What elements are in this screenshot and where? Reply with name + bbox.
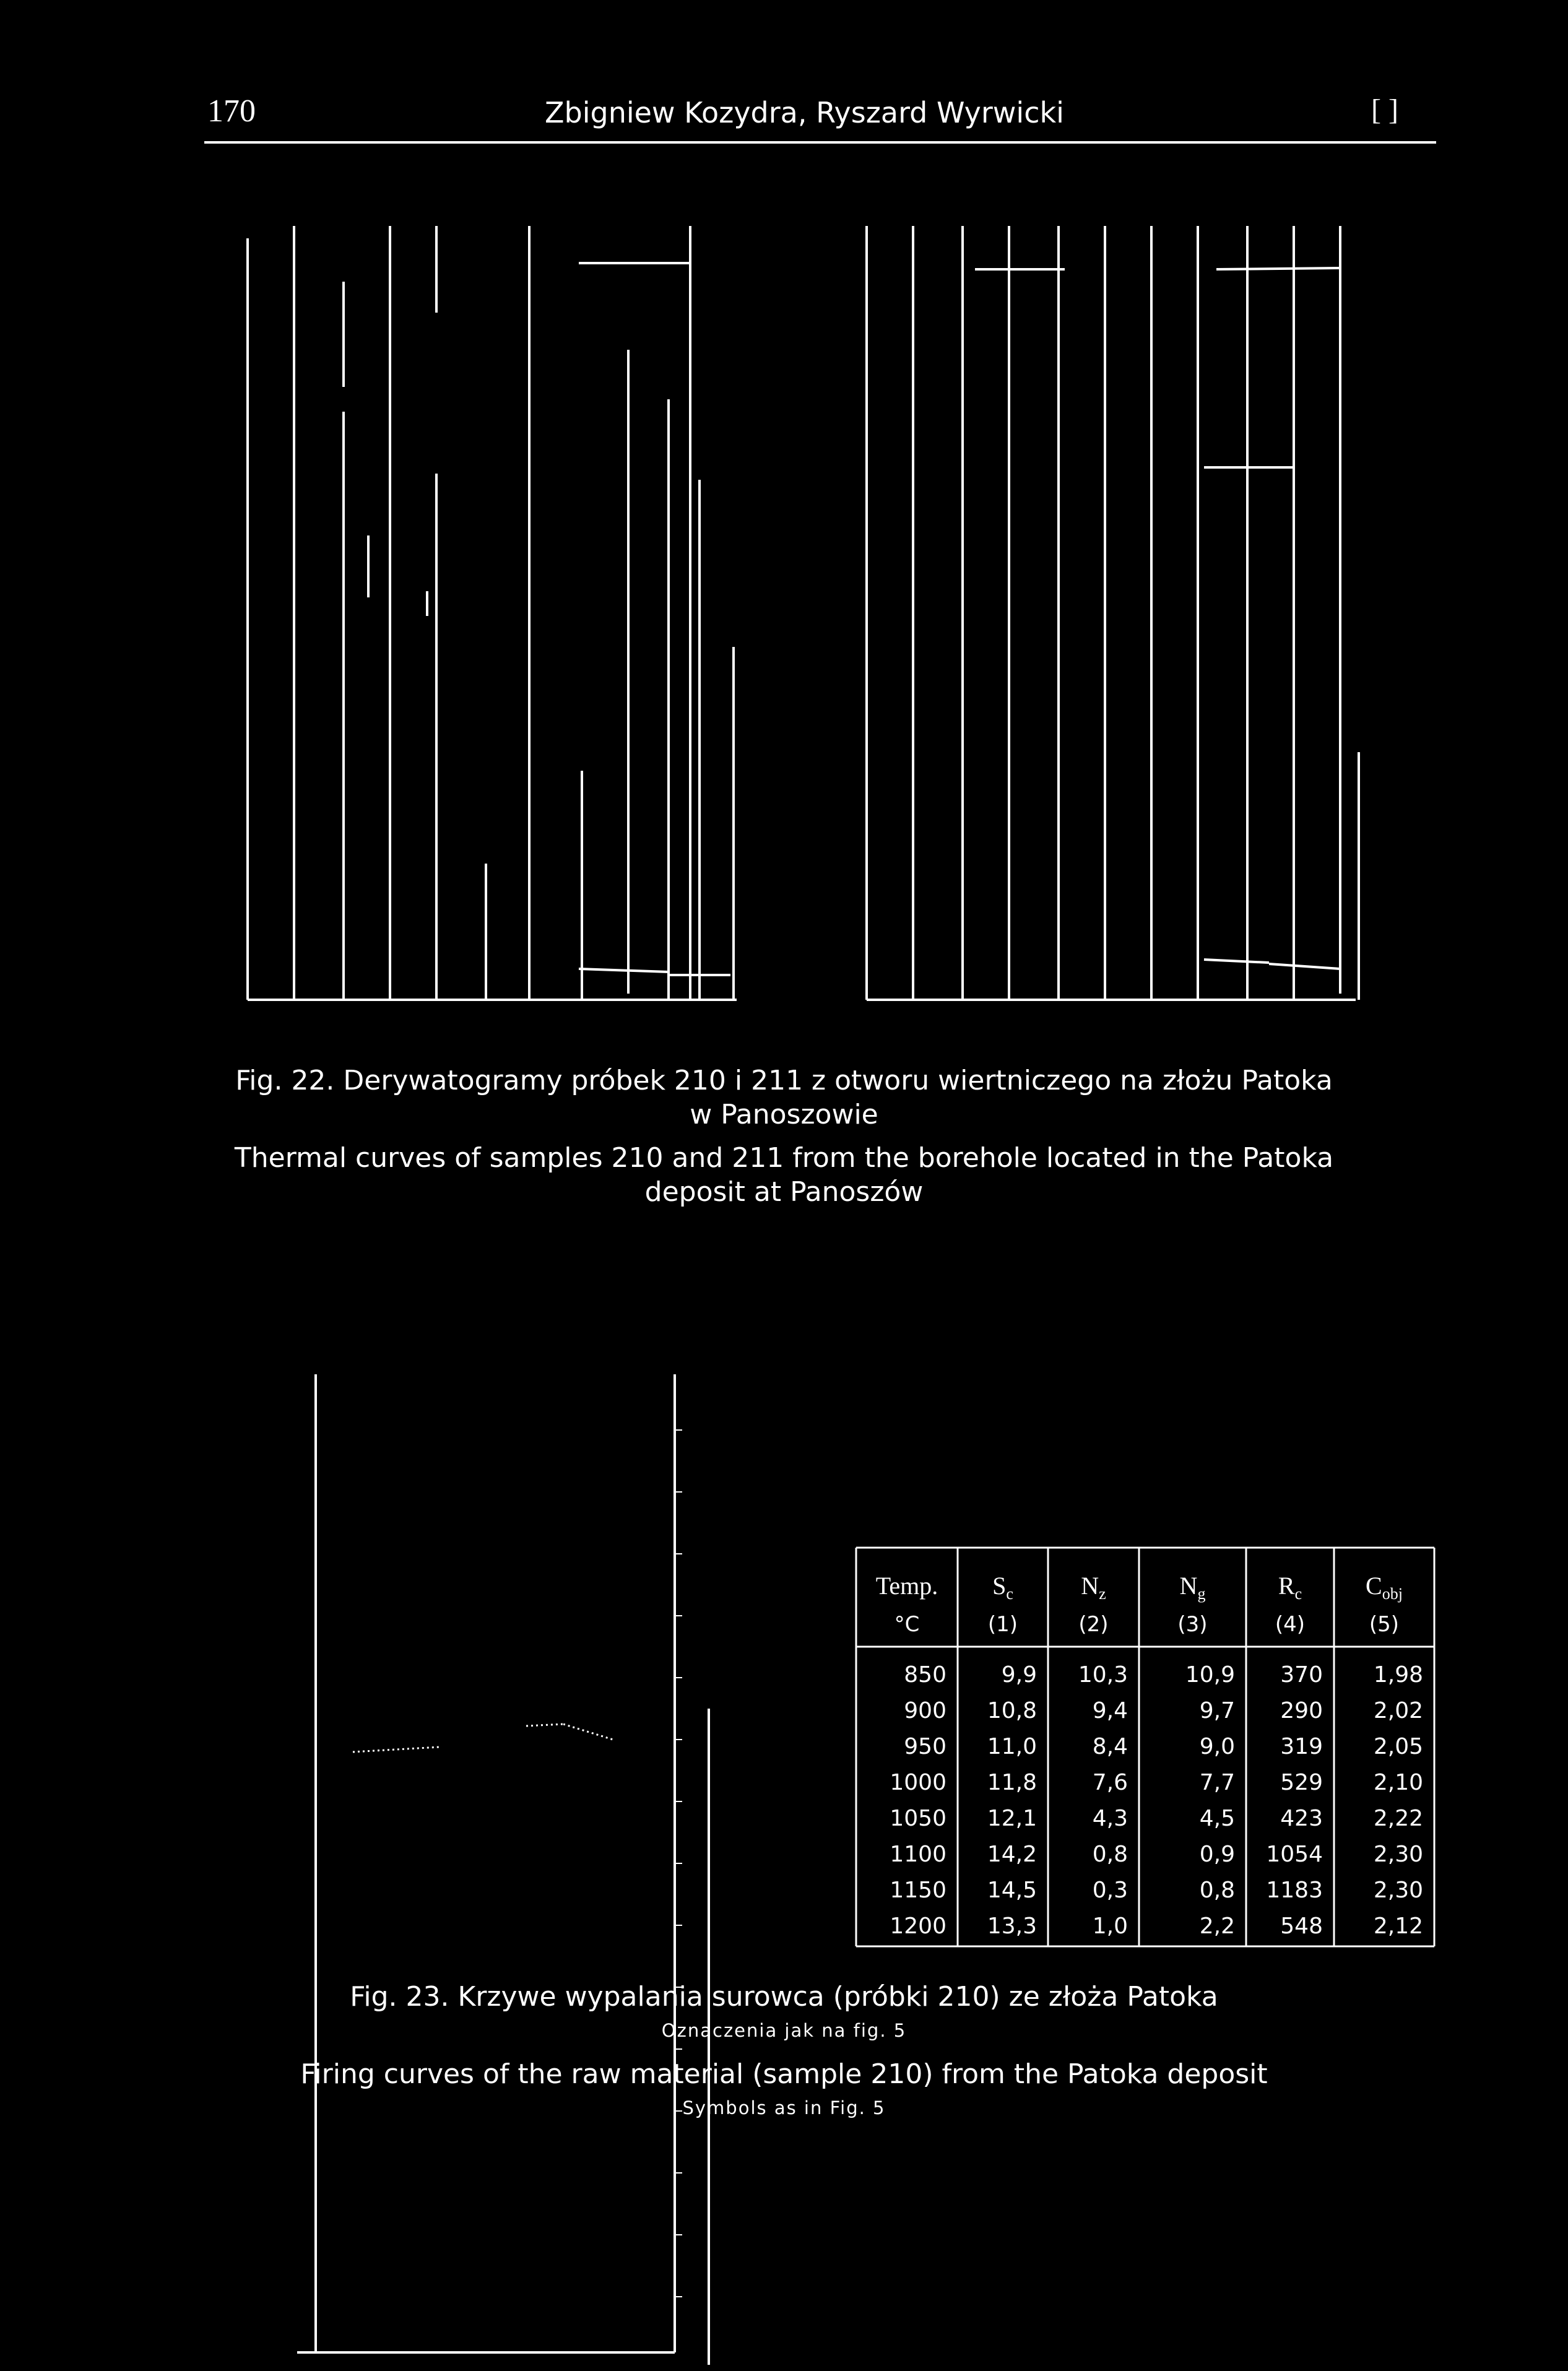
table-cell-r3-c1: 11,8: [987, 1770, 1037, 1795]
running-head-mark: [ ]: [1371, 93, 1398, 126]
fig23-caption-pl: Fig. 23. Krzywe wypalania surowca (próbki 210) ze złoża Patoka: [350, 1981, 1218, 2013]
table-cell-r0-c4: 370: [1280, 1662, 1323, 1688]
fig22-caption-en-line1: Thermal curves of samples 210 and 211 from the borehole located in the Patoka: [234, 1142, 1334, 1174]
fig22-caption-pl-line1: Fig. 22. Derywatogramy próbek 210 i 211 z otworu wiertniczego na złożu Patoka: [235, 1065, 1333, 1096]
header-rule: [204, 141, 1436, 144]
table-cell-r4-c1: 12,1: [987, 1806, 1037, 1831]
table-cell-r6-c1: 14,5: [987, 1878, 1037, 1903]
table-cell-r1-c0: 900: [904, 1698, 946, 1723]
table-header-unit-4: (4): [1275, 1612, 1306, 1637]
table-header-1: $S_c$: [992, 1572, 1013, 1603]
table-cell-r5-c1: 14,2: [987, 1842, 1037, 1867]
table-cell-r7-c4: 548: [1280, 1914, 1323, 1939]
table-cell-r7-c2: 1,0: [1092, 1914, 1128, 1939]
table-cell-r7-c5: 2,12: [1373, 1914, 1423, 1939]
table-cell-r3-c4: 529: [1280, 1770, 1323, 1795]
running-head-authors: Zbigniew Kozydra, Ryszard Wyrwicki: [545, 96, 1064, 129]
table-cell-r2-c3: 9,0: [1199, 1734, 1235, 1759]
table-cell-r4-c0: 1050: [890, 1806, 946, 1831]
fig22-caption-en-line2: deposit at Panoszów: [644, 1176, 924, 1208]
table-cell-r4-c2: 4,3: [1092, 1806, 1128, 1831]
table-cell-r7-c0: 1200: [890, 1914, 946, 1939]
table-header-unit-1: (1): [987, 1612, 1018, 1637]
table-cell-r7-c3: 2,2: [1199, 1914, 1235, 1939]
page-number: 170: [207, 93, 256, 129]
table-cell-r5-c5: 2,30: [1373, 1842, 1423, 1867]
table-header-5: $C_{obj}$: [1366, 1572, 1403, 1603]
table-cell-r6-c3: 0,8: [1199, 1878, 1235, 1903]
table-header-3: $N_g$: [1179, 1572, 1206, 1603]
fig23-symbols-en: Symbols as in Fig. 5: [682, 2097, 886, 2118]
table-cell-r7-c1: 13,3: [987, 1914, 1037, 1939]
table-cell-r1-c4: 290: [1280, 1698, 1323, 1723]
table-cell-r2-c1: 11,0: [987, 1734, 1037, 1759]
table-cell-r4-c4: 423: [1280, 1806, 1323, 1831]
fig23-firing-curves-plot: [297, 1362, 743, 2371]
table-cell-r2-c4: 319: [1280, 1734, 1323, 1759]
table-cell-r3-c5: 2,10: [1373, 1770, 1423, 1795]
table-cell-r2-c0: 950: [904, 1734, 946, 1759]
table-header-unit-2: (2): [1078, 1612, 1109, 1637]
table-cell-r1-c2: 9,4: [1092, 1698, 1128, 1723]
table-cell-r0-c3: 10,9: [1185, 1662, 1235, 1688]
table-cell-r0-c1: 9,9: [1001, 1662, 1037, 1688]
table-header-2: $N_z$: [1081, 1572, 1106, 1603]
table-header-unit-5: (5): [1369, 1612, 1400, 1637]
table-cell-r3-c0: 1000: [890, 1770, 946, 1795]
table-cell-r1-c3: 9,7: [1199, 1698, 1235, 1723]
table-cell-r2-c2: 8,4: [1092, 1734, 1128, 1759]
table-cell-r1-c1: 10,8: [987, 1698, 1037, 1723]
fig22-caption-pl-line2: w Panoszowie: [690, 1099, 878, 1130]
fig23-caption-en: Firing curves of the raw material (sample 210) from the Patoka deposit: [300, 2058, 1268, 2090]
table-cell-r6-c0: 1150: [890, 1878, 946, 1903]
fig23-data-table: [851, 1541, 1439, 1969]
fig22-derivatogram-211: [860, 214, 1368, 1006]
table-header-unit-0: °C: [894, 1612, 920, 1637]
table-cell-r0-c5: 1,98: [1373, 1662, 1423, 1688]
table-header-0: Temp.: [875, 1572, 938, 1600]
fig22-derivatogram-210: [241, 214, 749, 1006]
table-cell-r3-c2: 7,6: [1092, 1770, 1128, 1795]
table-header-4: $R_c$: [1278, 1572, 1302, 1603]
table-cell-r3-c3: 7,7: [1199, 1770, 1235, 1795]
table-cell-r0-c0: 850: [904, 1662, 946, 1688]
table-cell-r5-c3: 0,9: [1199, 1842, 1235, 1867]
table-cell-r5-c4: 1054: [1266, 1842, 1323, 1867]
fig23-symbols-pl: Oznaczenia jak na fig. 5: [661, 2020, 907, 2041]
table-cell-r0-c2: 10,3: [1078, 1662, 1128, 1688]
table-cell-r6-c5: 2,30: [1373, 1878, 1423, 1903]
table-cell-r6-c2: 0,3: [1092, 1878, 1128, 1903]
table-cell-r5-c2: 0,8: [1092, 1842, 1128, 1867]
table-cell-r5-c0: 1100: [890, 1842, 946, 1867]
table-cell-r4-c5: 2,22: [1373, 1806, 1423, 1831]
table-cell-r2-c5: 2,05: [1373, 1734, 1423, 1759]
table-cell-r1-c5: 2,02: [1373, 1698, 1423, 1723]
table-cell-r6-c4: 1183: [1266, 1878, 1323, 1903]
table-cell-r4-c3: 4,5: [1199, 1806, 1235, 1831]
table-header-unit-3: (3): [1177, 1612, 1208, 1637]
